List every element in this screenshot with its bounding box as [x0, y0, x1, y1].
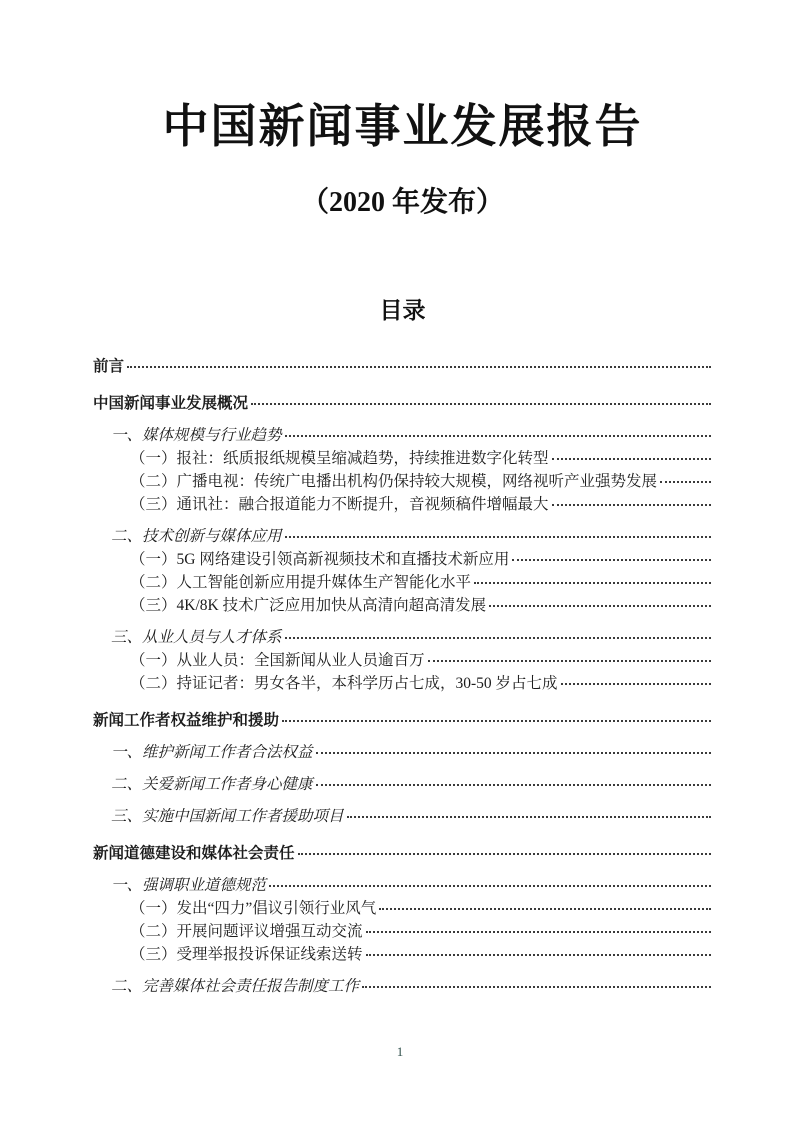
toc-entry-label: （二）广播电视：传统广电播出机构仍保持较大规模，网络视听产业强势发展: [130, 473, 658, 490]
toc-entry: [93, 975, 712, 998]
toc-entry: [93, 424, 712, 447]
document-subtitle: （2020 年发布）: [300, 187, 504, 218]
toc-entry-label: 一、维护新闻工作者合法权益: [111, 744, 313, 761]
toc-entry-label: 二、完善媒体社会责任报告制度工作: [111, 978, 360, 995]
toc-entry: [93, 649, 712, 672]
dotted-leader: [366, 954, 711, 956]
toc-entry-label: 前言: [93, 358, 125, 375]
toc-entry-label: （三）通讯社：融合报道能力不断提升，音视频稿件增幅最大: [130, 496, 549, 513]
toc-entry: [93, 897, 712, 920]
toc-entry: [93, 842, 712, 865]
toc-entry: [93, 920, 712, 943]
dotted-leader: [552, 458, 711, 460]
toc-entry: [93, 355, 712, 378]
dotted-leader: [660, 481, 711, 483]
toc-entry-label: 中国新闻事业发展概况: [93, 395, 249, 412]
toc-entry: [93, 672, 712, 695]
toc-entry-label: （二）人工智能创新应用提升媒体生产智能化水平: [130, 574, 472, 591]
toc-list: [93, 355, 712, 998]
toc-entry-label: （三）4K/8K 技术广泛应用加快从高清向超高清发展: [130, 597, 487, 614]
dotted-leader: [347, 816, 711, 818]
dotted-leader: [428, 660, 711, 662]
dotted-leader: [285, 536, 711, 538]
dotted-leader: [127, 366, 711, 368]
dotted-leader: [561, 683, 711, 685]
toc-entry-label: 三、从业人员与人才体系: [111, 629, 282, 646]
dotted-leader: [362, 986, 711, 988]
dotted-leader: [282, 720, 711, 722]
toc-entry-label: （一）5G 网络建设引领高新视频技术和直播技术新应用: [130, 551, 510, 568]
toc-entry-label: （三）受理举报投诉保证线索送转: [130, 946, 363, 963]
document-title: 中国新闻事业发展报告: [162, 101, 643, 152]
toc-entry-label: 一、强调职业道德规范: [111, 877, 267, 894]
toc-entry: [93, 773, 712, 796]
dotted-leader: [379, 908, 711, 910]
dotted-leader: [366, 931, 711, 933]
toc-entry: [93, 548, 712, 571]
dotted-leader: [552, 504, 711, 506]
toc-entry-label: （一）发出“四力”倡议引领行业风气: [130, 900, 377, 917]
toc-entry-label: 一、媒体规模与行业趋势: [111, 427, 282, 444]
dotted-leader: [298, 853, 711, 855]
dotted-leader: [512, 559, 711, 561]
toc-entry-label: 三、实施中国新闻工作者援助项目: [111, 808, 344, 825]
dotted-leader: [285, 637, 711, 639]
toc-entry: [93, 626, 712, 649]
toc-entry: [93, 741, 712, 764]
toc-entry: [93, 392, 712, 415]
dotted-leader: [474, 582, 711, 584]
toc-entry-label: （一）报社：纸质报纸规模呈缩减趋势，持续推进数字化转型: [130, 450, 549, 467]
toc-entry: [93, 493, 712, 516]
toc-entry-label: （一）从业人员：全国新闻从业人员逾百万: [130, 652, 425, 669]
toc-entry-label: 二、技术创新与媒体应用: [111, 528, 282, 545]
toc-entry-label: （二）持证记者：男女各半，本科学历占七成，30-50 岁占七成: [130, 675, 558, 692]
dotted-leader: [489, 605, 711, 607]
toc-entry: [93, 594, 712, 617]
toc-entry: [93, 571, 712, 594]
toc-entry-label: 二、关爱新闻工作者身心健康: [111, 776, 313, 793]
toc-entry: [93, 470, 712, 493]
dotted-leader: [285, 435, 711, 437]
dotted-leader: [269, 885, 711, 887]
toc-entry-label: 新闻工作者权益维护和援助: [93, 712, 280, 729]
toc-entry: [93, 874, 712, 897]
toc-entry-label: 新闻道德建设和媒体社会责任: [93, 845, 295, 862]
toc-entry: [93, 709, 712, 732]
toc-entry: [93, 805, 712, 828]
toc-entry: [93, 943, 712, 966]
dotted-leader: [316, 784, 711, 786]
toc-entry: [93, 525, 712, 548]
dotted-leader: [251, 403, 711, 405]
toc-entry-label: （二）开展问题评议增强互动交流: [130, 923, 363, 940]
toc-entry: [93, 447, 712, 470]
page-number: 1: [396, 1044, 404, 1059]
dotted-leader: [316, 752, 711, 754]
toc-heading: 目录: [379, 298, 426, 323]
